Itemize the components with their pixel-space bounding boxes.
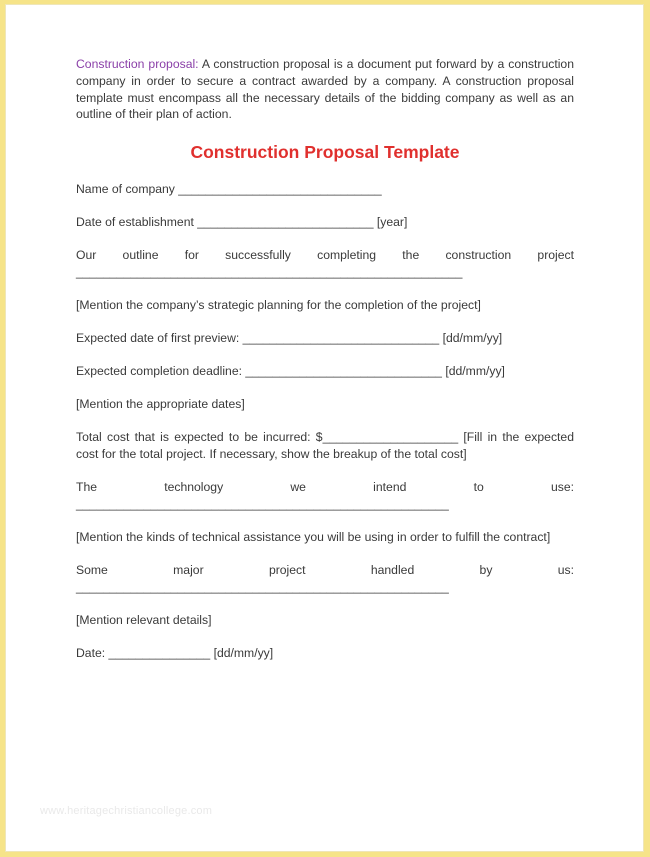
first-preview-field: Expected date of first preview: _____________________________ [dd/mm/yy] xyxy=(76,331,503,345)
projects-field xyxy=(76,562,574,596)
strategic-planning-note: [Mention the company’s strategic planning for the completion of the project] xyxy=(76,298,481,312)
outline-line-1: Our outline for successfully completing the construction project xyxy=(76,248,574,262)
total-cost-field: Total cost that is expected to be incurred: $____________________ [Fill in the expected cost for the total project. If necessary, show the breakup of the total cost] xyxy=(76,430,574,461)
intro-text: A construction proposal is a document put forward by a construction company in order to secure a contract awarded by a company. A construction proposal template must encompass all the necessary details of the bidding company as well as an outline of their plan of action. xyxy=(76,57,574,122)
company-name-field: Name of company ______________________________ xyxy=(76,182,382,196)
relevant-details-note: [Mention relevant details] xyxy=(76,613,212,627)
dates-note: [Mention the appropriate dates] xyxy=(76,397,245,411)
projects-line-2: _______________________________________________________ xyxy=(76,579,449,594)
outline-line-2: _________________________________________________________ xyxy=(76,264,463,279)
establishment-date-field: Date of establishment __________________________ [year] xyxy=(76,215,408,229)
outline-field xyxy=(76,247,574,281)
technology-line-1: The technology we intend to use: xyxy=(76,480,574,494)
document-title: Construction Proposal Template xyxy=(190,142,460,162)
document-page xyxy=(6,5,643,851)
intro-paragraph xyxy=(76,56,574,123)
technology-line-2: _______________________________________________________ xyxy=(76,496,449,511)
intro-label: Construction proposal: xyxy=(76,57,199,71)
watermark: www.heritagechristiancollege.com xyxy=(40,805,213,817)
technology-field xyxy=(76,479,574,513)
technical-assistance-note: [Mention the kinds of technical assistance you will be using in order to fulfill the contract] xyxy=(76,530,551,544)
projects-line-1: Some major project handled by us: xyxy=(76,563,574,577)
completion-deadline-field: Expected completion deadline: _____________________________ [dd/mm/yy] xyxy=(76,364,505,378)
date-field: Date: _______________ [dd/mm/yy] xyxy=(76,646,274,660)
